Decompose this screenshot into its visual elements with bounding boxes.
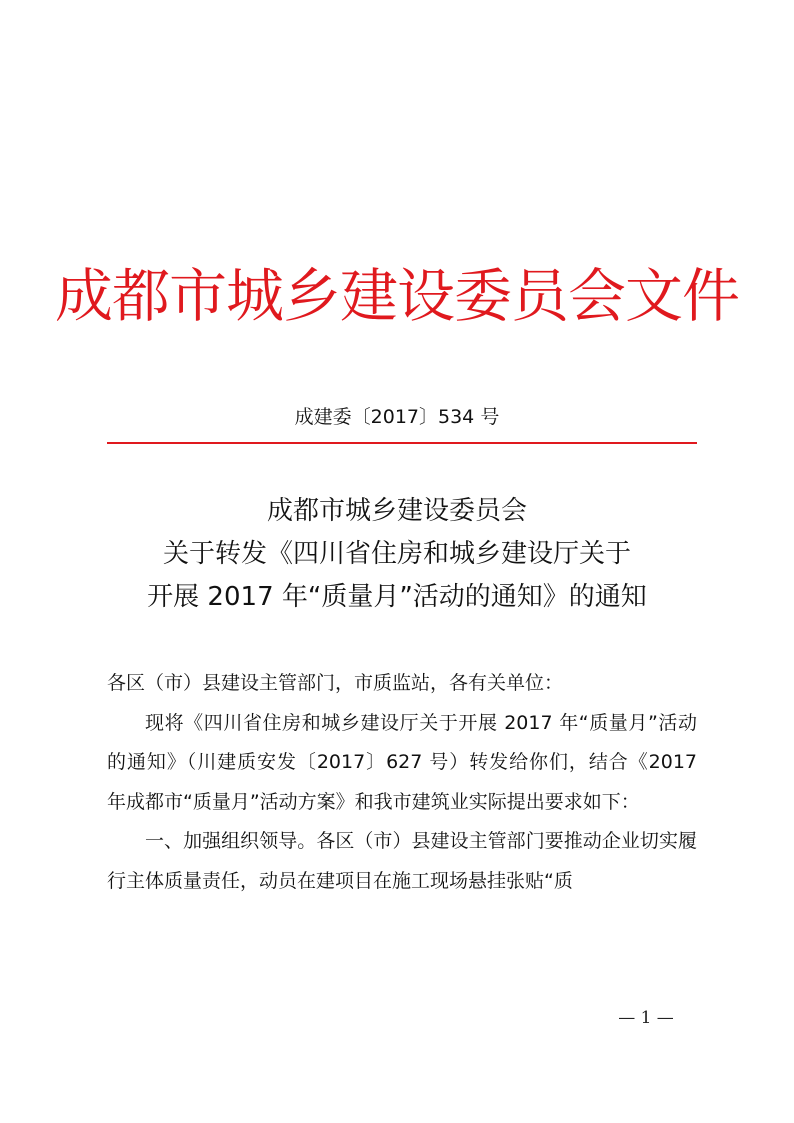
document-number: 成建委〔2017〕534 号	[294, 406, 500, 428]
page-number: — 1 —	[618, 1008, 674, 1028]
header-red-divider	[107, 442, 697, 444]
body-paragraph-1: 现将《四川省住房和城乡建设厅关于开展 2017 年“质量月”活动的通知》（川建质安发〔2017〕627 号）转发给你们，结合《2017 年成都市“质量月”活动方案》和我市建筑业实际提出要求如下：	[107, 711, 697, 813]
document-body	[107, 664, 697, 901]
recipients-line: 各区（市）县建设主管部门，市质监站，各有关单位：	[107, 672, 564, 694]
body-paragraph-2: 一、加强组织领导。各区（市）县建设主管部门要推动企业切实履行主体质量责任，动员在建项目在施工现场悬挂张贴“质	[107, 830, 697, 892]
notice-title-line-2: 关于转发《四川省住房和城乡建设厅关于	[162, 539, 631, 569]
document-header-title: 成都市城乡建设委员会文件	[54, 262, 739, 330]
notice-title-line-1: 成都市城乡建设委员会	[266, 496, 527, 526]
notice-title-line-3: 开展 2017 年“质量月”活动的通知》的通知	[147, 582, 647, 612]
notice-title	[0, 490, 794, 619]
